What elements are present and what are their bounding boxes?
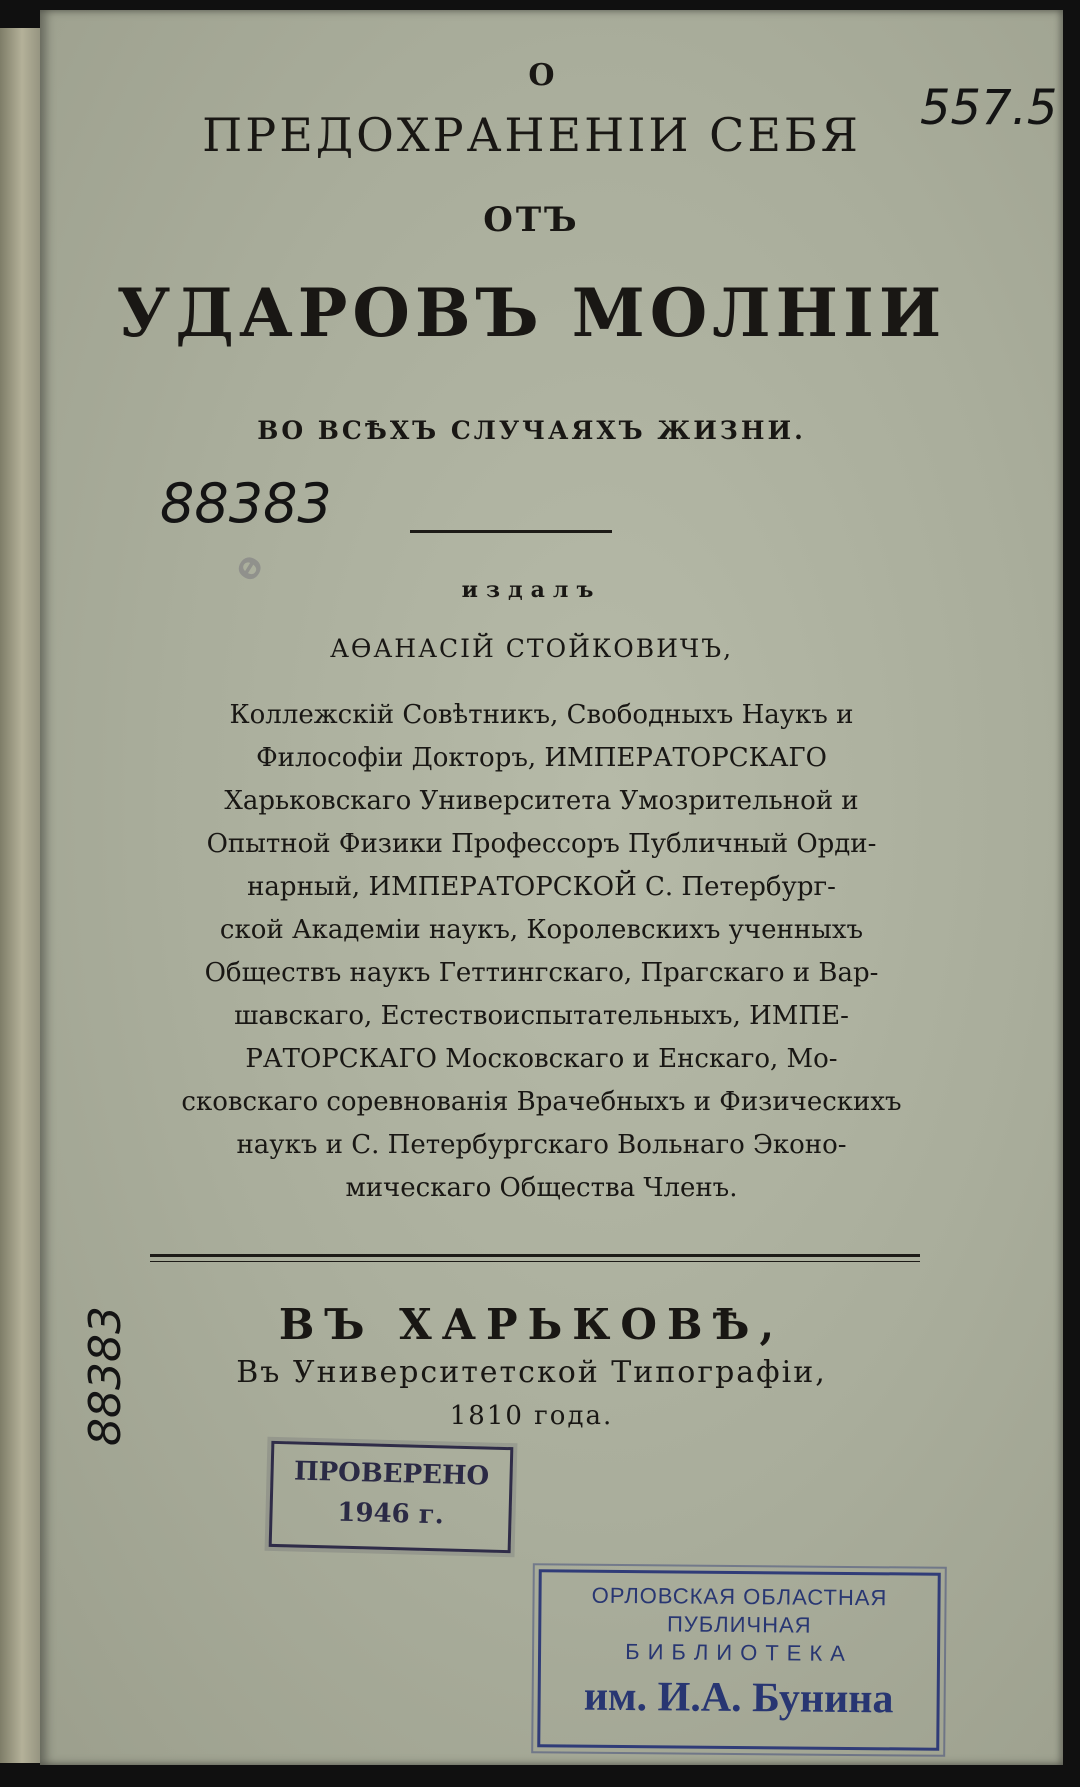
previous-page-edge [0,28,40,1763]
library-stamp-line-2: ПУБЛИЧНАЯ [666,1611,812,1638]
imprint-year: 1810 года. [449,1401,614,1431]
imprint-printer: Въ Университетской Типографіи, [236,1355,827,1390]
library-stamp-line-1: ОРЛОВСКАЯ ОБЛАСТНАЯ [591,1582,888,1611]
publisher-label: издалъ [461,577,602,603]
credentials-line: Философіи Докторъ, ИМПЕРАТОРСКАГО [256,743,827,773]
credentials-line: мическаго Общества Членъ. [345,1173,738,1203]
imprint-place: ВЪ ХАРЬКОВѢ, [278,1300,785,1349]
double-rule-bottom [150,1261,920,1262]
title-word-ot: ОТЪ [483,200,580,240]
handwritten-margin-number: 88383 [80,1306,131,1446]
handwritten-inventory-number: 88383 [160,472,332,535]
handwritten-shelfmark: 557.5 [920,80,1058,136]
verification-stamp [269,1441,514,1553]
short-divider-rule [410,530,612,533]
title-page [40,10,1063,1765]
author-name: АѲАНАСІЙ СТОЙКОВИЧЪ, [329,634,734,663]
library-stamp-line-3: БИБЛИОТЕКА [625,1639,853,1666]
verification-stamp-label: ПРОВЕРЕНО [293,1456,490,1492]
credentials-line: наукъ и С. Петербургскаго Вольнаго Эконо- [236,1130,847,1160]
credentials-line: нарный, ИМПЕРАТОРСКОЙ С. Петербург- [247,872,836,902]
title-word-o: О [528,58,555,93]
credentials-line: Харьковскаго Университета Умозрительной и [224,786,859,816]
credentials-line: ской Академіи наукъ, Королевскихъ ученныхъ [219,915,864,945]
credentials-line: РАТОРСКАГО Московскаго и Енскаго, Мо- [245,1044,838,1074]
faint-ownership-stamp: Ѳ [230,549,271,588]
library-stamp [537,1569,941,1751]
title-main-line: УДАРОВЪ МОЛНІИ [116,274,947,352]
credentials-line: шавскаго, Естествоиспытательныхъ, ИМПЕ- [234,1001,849,1031]
credentials-line: Опытной Физики Профессоръ Публичный Орди- [206,829,877,859]
double-rule-top [150,1254,920,1257]
credentials-line: Обществъ наукъ Геттингскаго, Прагскаго и Вар- [204,958,879,988]
library-stamp-line-4: им. И.А. Бунина [583,1673,894,1723]
credentials-line: Коллежскій Совѣтникъ, Свободныхъ Наукъ и [229,700,854,730]
verification-stamp-year: 1946 г. [336,1497,445,1531]
title-line-1: ПРЕДОХРАНЕНІИ СЕБЯ [202,108,861,162]
title-subtitle: ВО ВСѢХЪ СЛУЧАЯХЪ ЖИЗНИ. [257,416,806,445]
credentials-line: сковскаго соревнованія Врачебныхъ и Физическихъ [181,1087,902,1117]
